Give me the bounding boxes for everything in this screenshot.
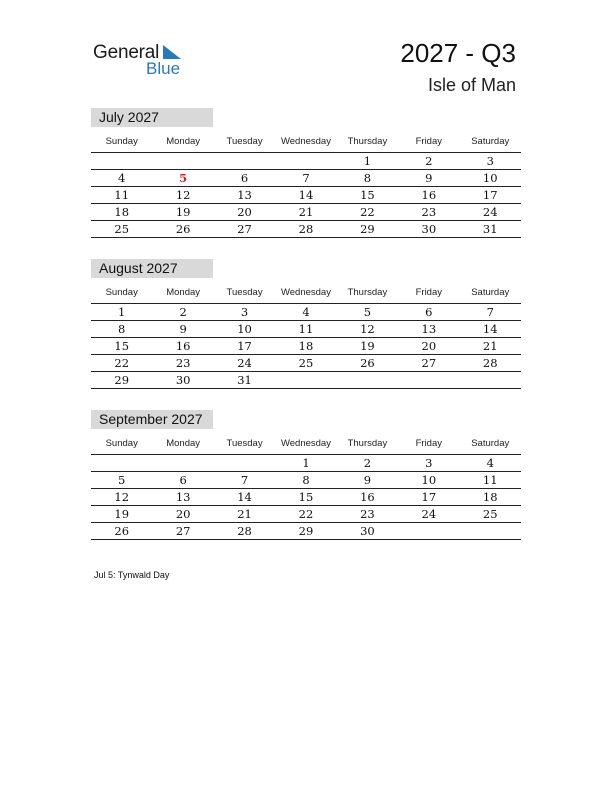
day-cell <box>275 153 336 169</box>
weekday-label: Sunday <box>105 287 138 298</box>
day-cell: 12 <box>175 188 191 202</box>
day-cell: 8 <box>363 171 372 185</box>
weekday-label: Tuesday <box>226 287 263 298</box>
day-cell: 28 <box>237 524 252 538</box>
day-cell: 16 <box>175 339 191 353</box>
month-label: September 2027 <box>91 410 213 429</box>
day-cell: 22 <box>298 507 314 521</box>
day-cell <box>91 153 152 169</box>
day-cell: 30 <box>360 524 375 538</box>
weekday-label: Tuesday <box>226 136 263 147</box>
day-cell: 24 <box>421 507 437 521</box>
month-calendar-september <box>91 410 521 540</box>
holiday-note: Jul 5: Tynwald Day <box>94 570 170 580</box>
day-cell: 26 <box>175 222 191 236</box>
day-cell: 2 <box>179 305 187 319</box>
day-cell: 7 <box>486 305 494 319</box>
month-calendar-july <box>91 108 521 238</box>
logo-blue-text: Blue <box>146 59 181 78</box>
day-cell: 5 <box>118 473 126 487</box>
weekday-header-row <box>91 434 521 455</box>
day-cell: 10 <box>237 322 252 336</box>
day-cell: 28 <box>482 356 498 370</box>
day-cell <box>91 455 152 471</box>
day-cell <box>337 372 398 388</box>
week-row <box>91 489 521 506</box>
day-cell: 21 <box>237 507 252 521</box>
day-cell: 15 <box>114 339 130 353</box>
week-row <box>91 304 521 321</box>
day-cell <box>460 523 521 539</box>
day-cell: 23 <box>421 205 437 219</box>
day-cell: 4 <box>302 305 310 319</box>
day-cell: 27 <box>421 356 437 370</box>
day-cell: 22 <box>114 356 130 370</box>
weeks-container <box>91 153 521 238</box>
day-cell: 25 <box>298 356 314 370</box>
day-cell: 20 <box>421 339 437 353</box>
day-cell: 1 <box>363 154 372 168</box>
day-cell: 14 <box>482 322 498 336</box>
day-cell: 7 <box>240 473 249 487</box>
day-cell: 15 <box>298 490 314 504</box>
day-cell: 15 <box>360 188 375 202</box>
weekday-label: Wednesday <box>280 287 331 298</box>
weekday-label: Wednesday <box>280 136 331 147</box>
day-cell: 13 <box>421 322 437 336</box>
day-cell: 20 <box>175 507 191 521</box>
day-cell: 21 <box>298 205 314 219</box>
day-cell <box>275 372 336 388</box>
weekday-label: Saturday <box>471 438 510 449</box>
day-cell: 26 <box>114 524 130 538</box>
week-row <box>91 523 521 540</box>
month-calendar-august <box>91 259 521 389</box>
page-title: 2027 - Q3 <box>400 38 516 68</box>
day-cell: 11 <box>482 473 498 487</box>
week-row <box>91 221 521 238</box>
day-cell: 18 <box>114 205 130 219</box>
day-cell: 17 <box>421 490 437 504</box>
weekday-label: Wednesday <box>280 438 331 449</box>
month-label: August 2027 <box>91 259 213 278</box>
month-label: July 2027 <box>91 108 213 127</box>
day-cell: 29 <box>360 222 375 236</box>
day-cell-holiday: 5 <box>179 171 188 185</box>
weekday-label: Thursday <box>347 287 388 298</box>
weekday-label: Tuesday <box>226 438 263 449</box>
day-cell: 6 <box>240 171 249 185</box>
day-cell: 30 <box>421 222 437 236</box>
day-cell: 3 <box>240 305 249 319</box>
day-cell: 27 <box>175 524 191 538</box>
day-cell: 8 <box>302 473 310 487</box>
day-cell: 4 <box>486 456 494 470</box>
logo-triangle-icon <box>161 44 183 62</box>
holiday-notes <box>94 570 169 580</box>
weekday-header-row <box>91 132 521 153</box>
day-cell: 24 <box>482 205 498 219</box>
day-cell: 3 <box>425 456 433 470</box>
day-cell: 29 <box>298 524 314 538</box>
day-cell: 1 <box>302 456 310 470</box>
day-cell: 6 <box>179 473 187 487</box>
day-cell: 17 <box>237 339 252 353</box>
week-row <box>91 153 521 170</box>
day-cell: 16 <box>421 188 437 202</box>
day-cell: 18 <box>482 490 498 504</box>
week-row <box>91 204 521 221</box>
day-cell: 27 <box>237 222 252 236</box>
weekday-label: Friday <box>415 287 443 298</box>
day-cell: 9 <box>363 473 372 487</box>
day-cell: 17 <box>482 188 498 202</box>
week-row <box>91 321 521 338</box>
day-cell: 12 <box>360 322 375 336</box>
week-row <box>91 355 521 372</box>
logo-general-text: General <box>93 42 160 63</box>
day-cell: 5 <box>363 305 372 319</box>
weekday-label: Sunday <box>105 438 138 449</box>
day-cell: 21 <box>482 339 498 353</box>
day-cell: 3 <box>486 154 494 168</box>
day-cell: 9 <box>179 322 187 336</box>
day-cell: 28 <box>298 222 314 236</box>
day-cell: 10 <box>421 473 437 487</box>
logo <box>93 40 193 80</box>
page-subtitle: Isle of Man <box>427 75 516 95</box>
day-cell <box>152 455 213 471</box>
weekday-label: Thursday <box>347 438 388 449</box>
day-cell: 29 <box>114 373 130 387</box>
day-cell: 31 <box>237 373 252 387</box>
day-cell: 23 <box>175 356 191 370</box>
weeks-container <box>91 304 521 389</box>
day-cell: 13 <box>175 490 191 504</box>
day-cell: 22 <box>360 205 375 219</box>
weekday-label: Friday <box>415 136 443 147</box>
weekday-header-row <box>91 283 521 304</box>
day-cell: 19 <box>360 339 375 353</box>
day-cell <box>152 153 213 169</box>
day-cell: 4 <box>118 171 126 185</box>
day-cell: 25 <box>114 222 130 236</box>
weekday-label: Monday <box>166 287 201 298</box>
day-cell: 19 <box>175 205 191 219</box>
day-cell: 18 <box>298 339 314 353</box>
day-cell: 11 <box>298 322 314 336</box>
weekday-label: Saturday <box>471 136 510 147</box>
day-cell: 12 <box>114 490 130 504</box>
weekday-label: Saturday <box>471 287 510 298</box>
week-row <box>91 455 521 472</box>
day-cell: 24 <box>237 356 252 370</box>
day-cell: 9 <box>425 171 433 185</box>
day-cell <box>214 455 275 471</box>
day-cell: 2 <box>363 456 372 470</box>
day-cell: 19 <box>114 507 130 521</box>
day-cell: 30 <box>175 373 191 387</box>
day-cell: 26 <box>360 356 375 370</box>
day-cell <box>460 372 521 388</box>
day-cell <box>398 523 459 539</box>
week-row <box>91 506 521 523</box>
day-cell: 8 <box>118 322 126 336</box>
day-cell <box>214 153 275 169</box>
day-cell: 14 <box>237 490 252 504</box>
day-cell <box>398 372 459 388</box>
day-cell: 25 <box>482 507 498 521</box>
day-cell: 14 <box>298 188 314 202</box>
day-cell: 16 <box>360 490 375 504</box>
weekday-label: Monday <box>166 136 201 147</box>
day-cell: 23 <box>360 507 375 521</box>
weeks-container <box>91 455 521 540</box>
day-cell: 31 <box>482 222 498 236</box>
weekday-label: Monday <box>166 438 201 449</box>
week-row <box>91 472 521 489</box>
week-row <box>91 338 521 355</box>
weekday-label: Friday <box>415 438 443 449</box>
week-row <box>91 170 521 187</box>
week-row <box>91 187 521 204</box>
week-row <box>91 372 521 389</box>
day-cell: 7 <box>302 171 310 185</box>
day-cell: 13 <box>237 188 252 202</box>
day-cell: 6 <box>425 305 433 319</box>
day-cell: 1 <box>118 305 126 319</box>
day-cell: 11 <box>114 188 130 202</box>
weekday-label: Thursday <box>347 136 388 147</box>
day-cell: 20 <box>237 205 252 219</box>
day-cell: 10 <box>482 171 498 185</box>
day-cell: 2 <box>425 154 433 168</box>
weekday-label: Sunday <box>105 136 138 147</box>
